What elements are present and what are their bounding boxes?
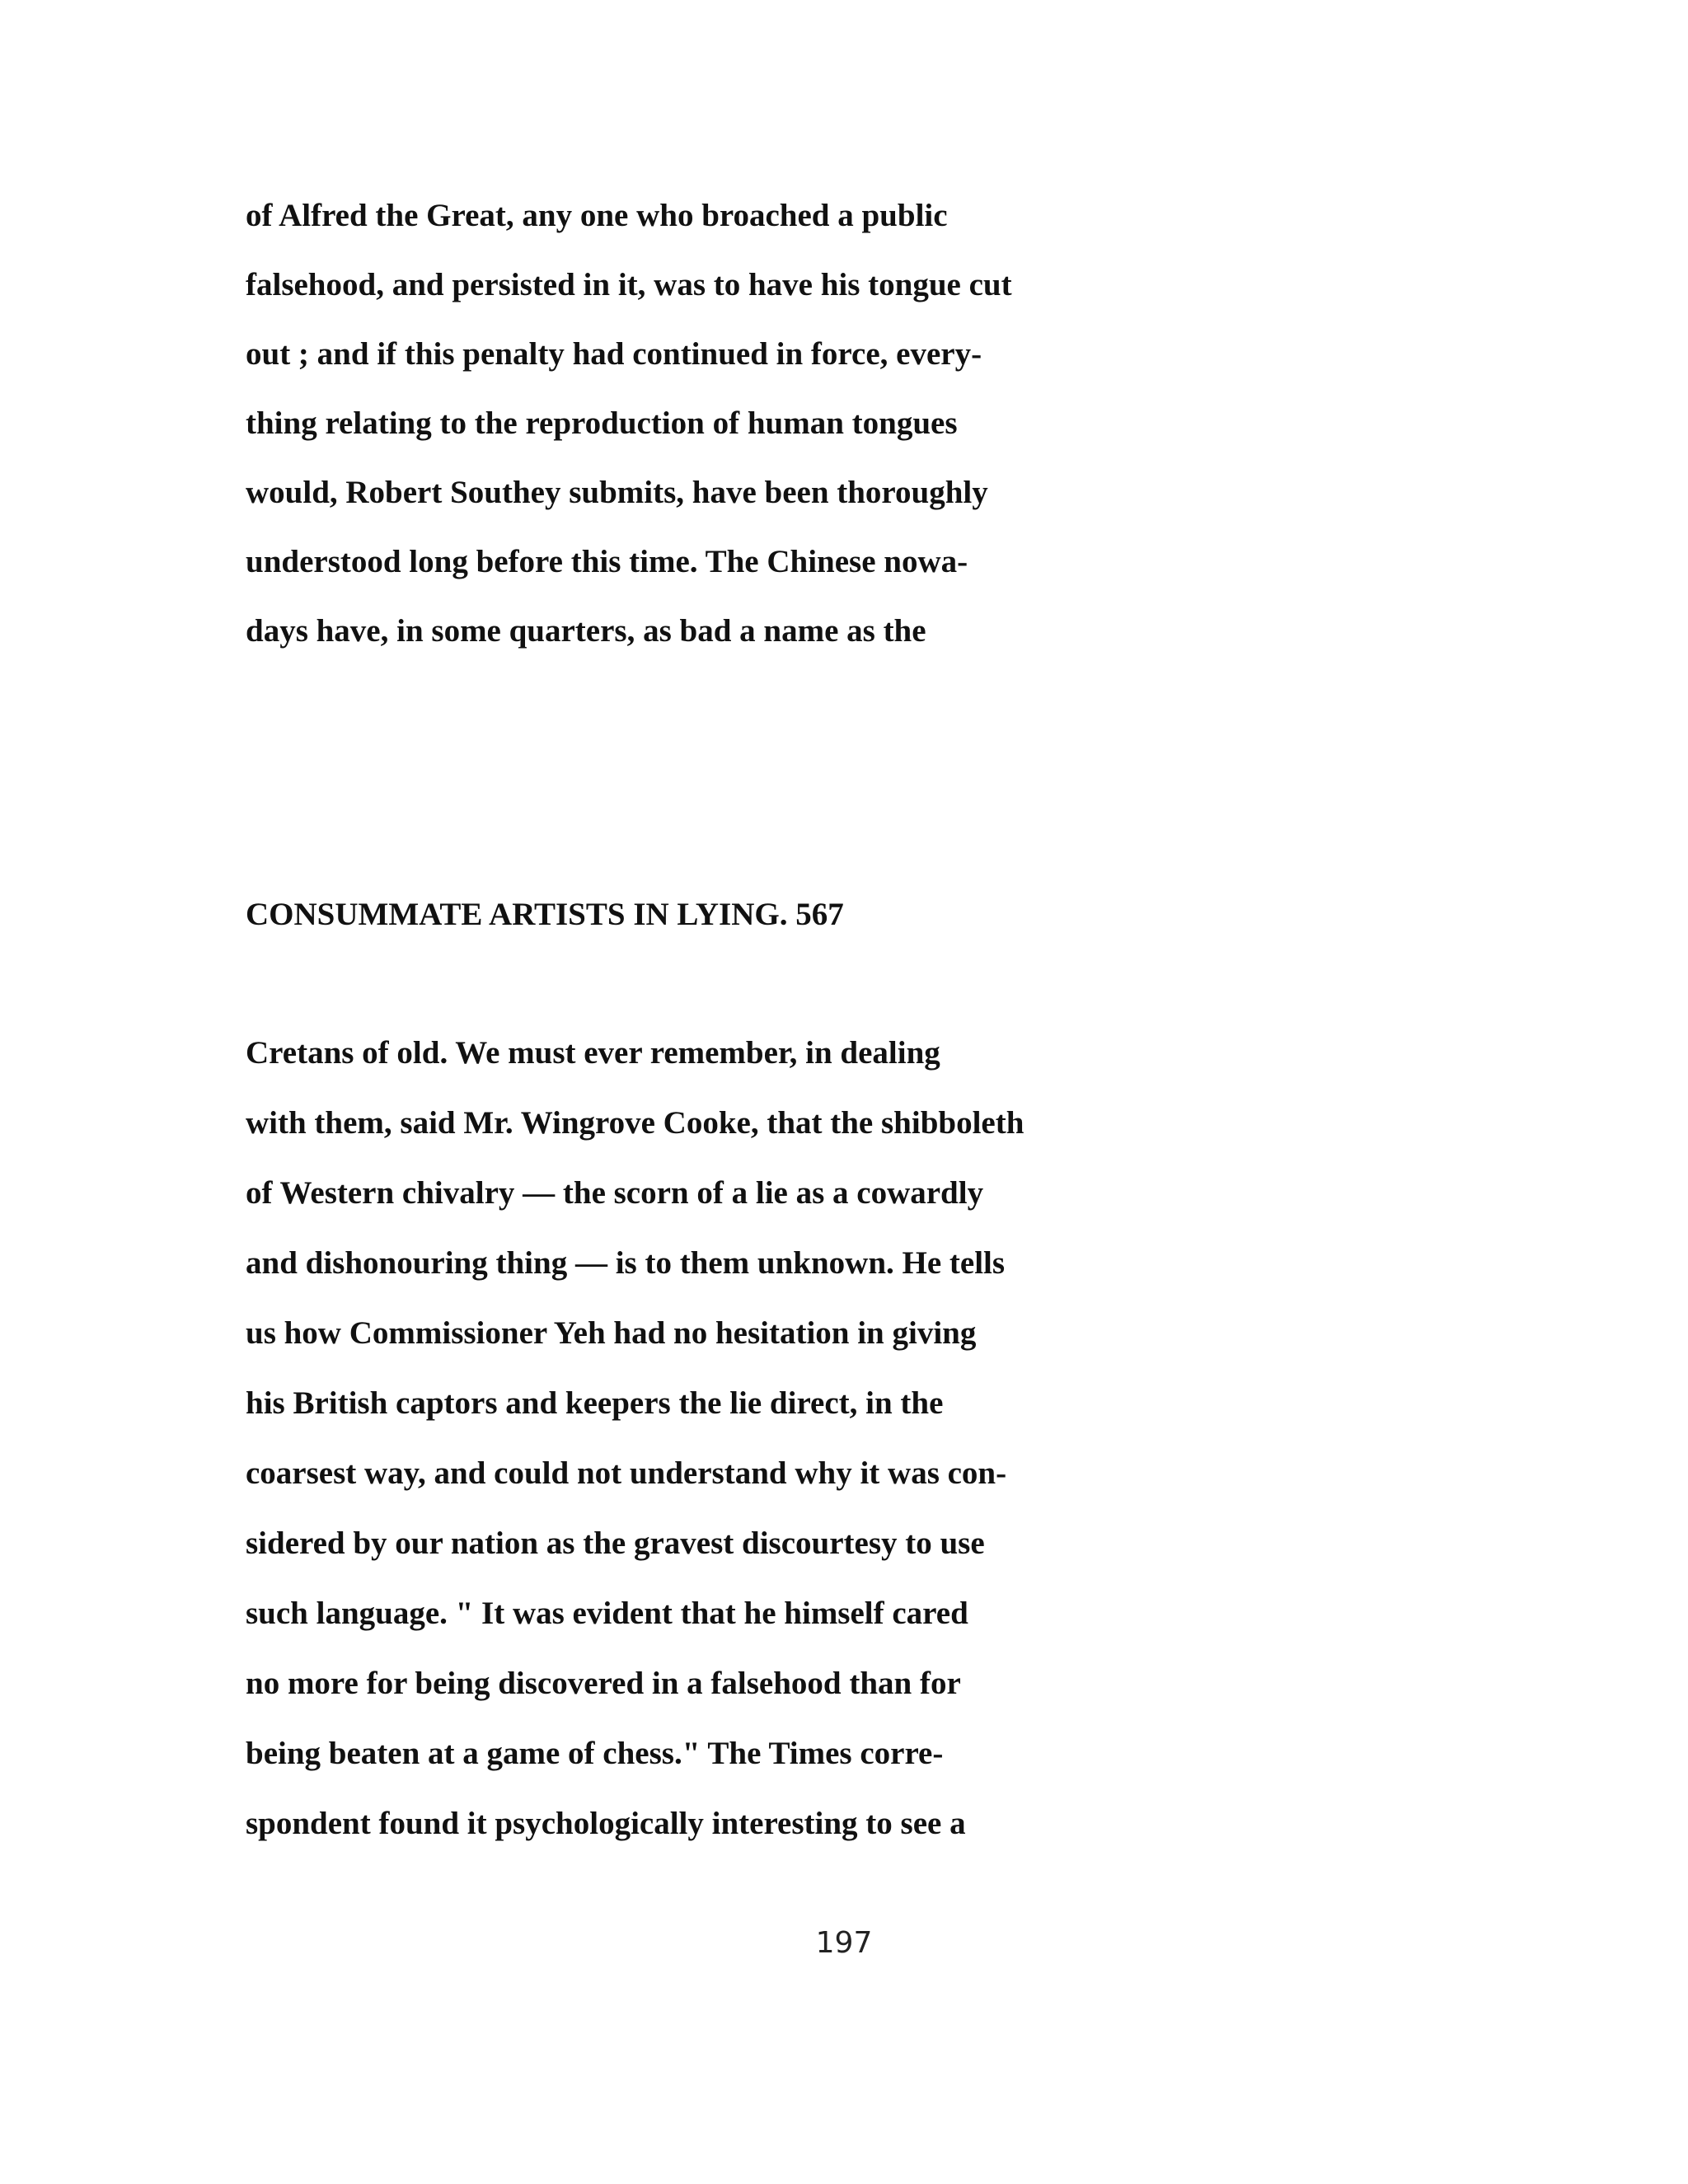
text-line: of Western chivalry — the scorn of a lie as a cowardly [246,1175,984,1211]
text-line: and dishonouring thing — is to them unknown. He tells [246,1245,1006,1281]
text-line: falsehood, and persisted in it, was to have his tongue cut [246,267,1012,302]
page-number: 197 [815,1926,873,1960]
text-line: of Alfred the Great, any one who broached a public [246,198,948,233]
text-line: us how Commissioner Yeh had no hesitation in giving [246,1315,977,1351]
text-line: such language. " It was evident that he himself cared [246,1596,968,1631]
text-line: with them, said Mr. Wingrove Cooke, that the shibboleth [246,1105,1025,1141]
text-line: sidered by our nation as the gravest discourtesy to use [246,1526,985,1561]
text-line: his British captors and keepers the lie direct, in the [246,1385,944,1421]
text-line: coarsest way, and could not understand why it was con- [246,1455,1007,1491]
text-line: days have, in some quarters, as bad a name as the [246,613,926,649]
text-line: would, Robert Southey submits, have been thoroughly [246,475,988,510]
text-line: being beaten at a game of chess." The Times corre- [246,1736,944,1771]
text-line: no more for being discovered in a falsehood than for [246,1666,961,1701]
text-line: thing relating to the reproduction of human tongues [246,405,958,441]
running-head: CONSUMMATE ARTISTS IN LYING. 567 [246,897,844,932]
text-line: spondent found it psychologically interesting to see a [246,1806,966,1841]
text-line: understood long before this time. The Chinese nowa- [246,544,968,579]
text-line: out ; and if this penalty had continued in force, every- [246,336,982,372]
text-line: Cretans of old. We must ever remember, in dealing [246,1035,940,1071]
